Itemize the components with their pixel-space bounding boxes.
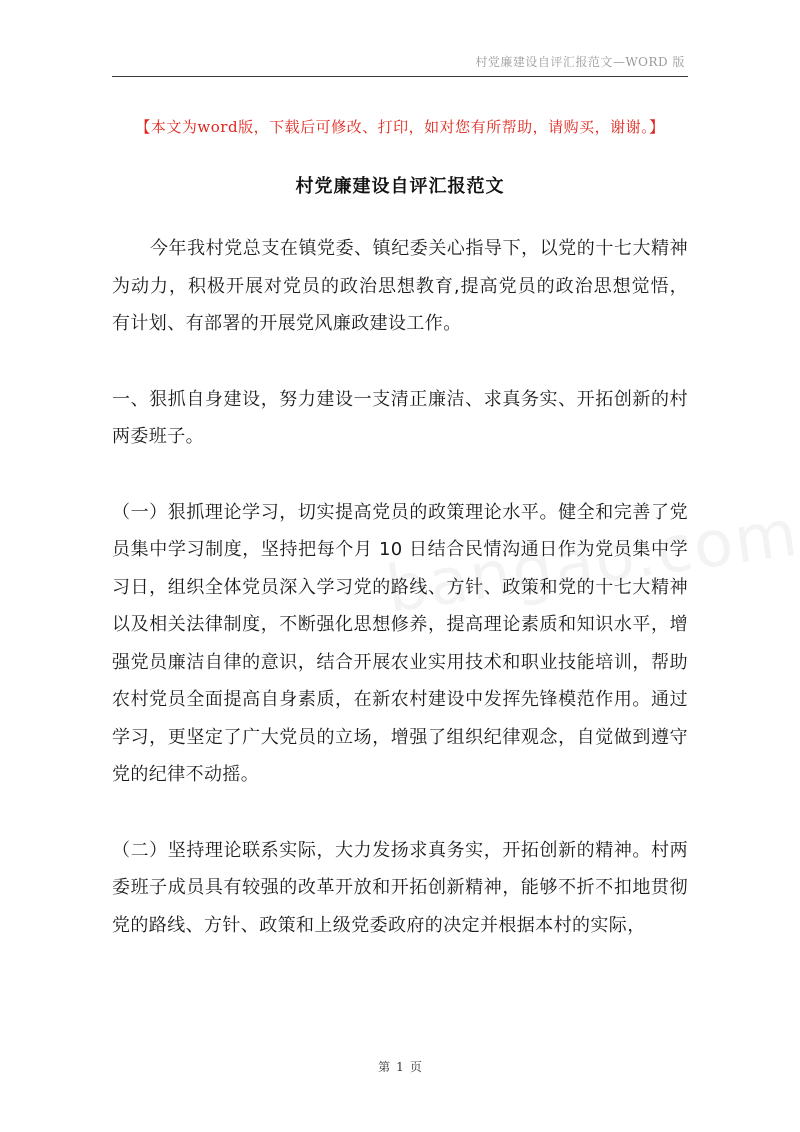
document-body [112,230,688,944]
section-heading-1: 一、狠抓自身建设，努力建设一支清正廉洁、求真务实、开拓创新的村两委班子。 [112,388,688,447]
page-prefix: 第 [378,1060,391,1074]
header-rule [112,76,688,77]
page-suffix: 页 [409,1060,422,1074]
paragraph-gap [112,794,688,832]
running-header: 村党廉建设自评汇报范文—WORD 版 [475,55,685,69]
document-title: 村党廉建设自评汇报范文 [295,176,505,197]
paragraph-subsection-2: （二）坚持理论联系实际，大力发扬求真务实，开拓创新的精神。村两委班子成员具有较强的改革开放和开拓创新精神，能够不折不扣地贯彻党的路线、方针、政策和上级党委政府的决定并根据本村的实际， [112,839,688,936]
paragraph-gap [112,343,688,381]
paragraph-gap [112,456,688,494]
page-number-footer [0,1058,800,1075]
purchase-notice: 【本文为word版，下载后可修改、打印，如对您有所帮助，请购买，谢谢。】 [135,118,665,136]
page-number: 1 [396,1060,404,1074]
paragraph-subsection-1: （一）狠抓理论学习，切实提高党员的政策理论水平。健全和完善了党员集中学习制度，坚持把每个月 10 日结合民情沟通日作为党员集中学习日，组织全体党员深入学习党的路线、方针、政策和党的十七大精神以及相关法律制度，不断强化思想修养，提高理论素质和知识水平，增强党员廉洁自律的意识，结合开展农业实用技术和职业技能培训，帮助农村党员全面提高自身素质，在新农村建设中发挥先锋模范作用。通过学习，更坚定了广大党员的立场，增强了组织纪律观念，自觉做到遵守党的纪律不动摇。 [112,501,688,785]
paragraph-intro: 今年我村党总支在镇党委、镇纪委关心指导下，以党的十七大精神为动力，积极开展对党员的政治思想教育,提高党员的政治思想觉悟，有计划、有部署的开展党风廉政建设工作。 [112,238,688,334]
